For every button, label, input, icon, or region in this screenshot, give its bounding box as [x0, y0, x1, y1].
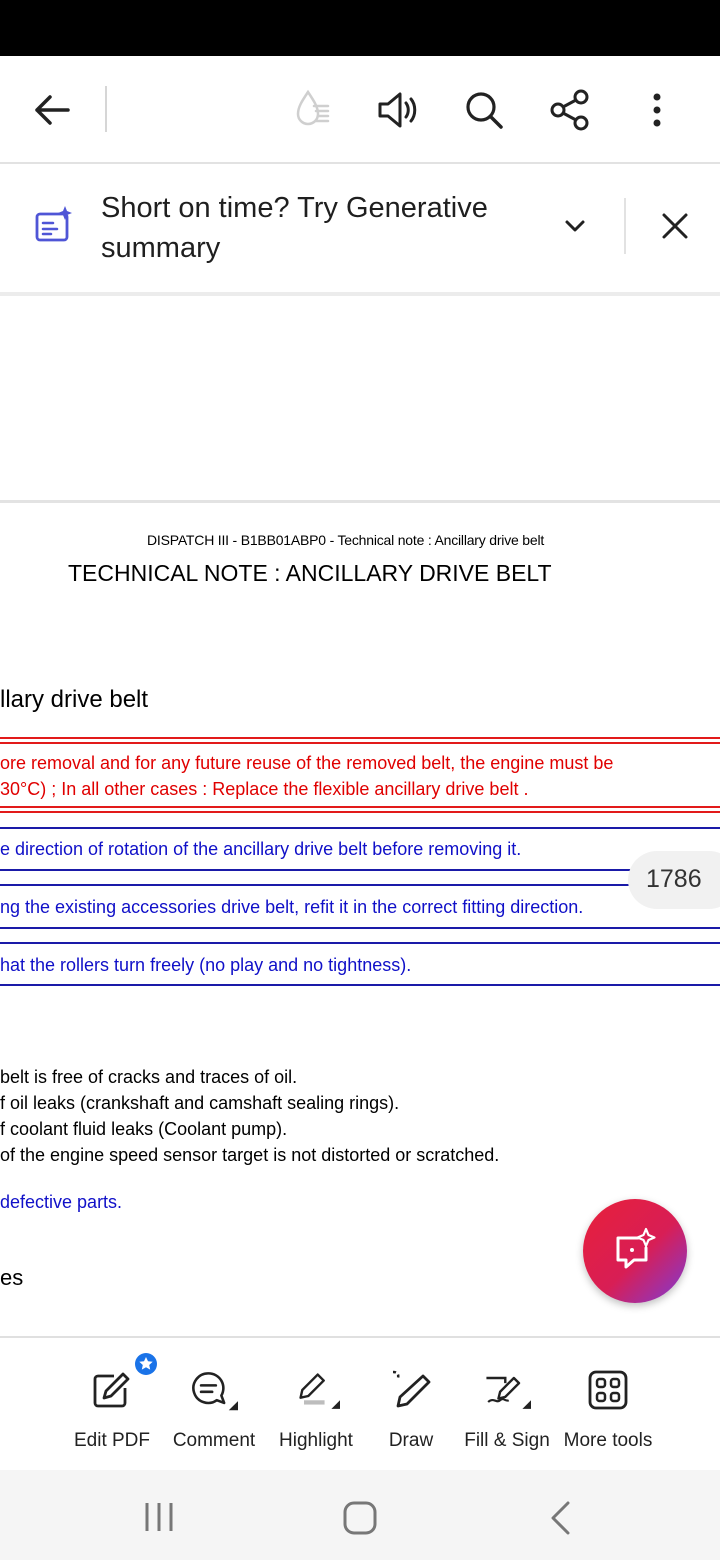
tool-label: More tools: [563, 1430, 653, 1451]
note-text-1: e direction of rotation of the ancillary drive belt before removing it.: [0, 839, 522, 859]
note-text-2: ng the existing accessories drive belt, refit it in the correct fitting direction.: [0, 897, 584, 917]
note-border: [0, 869, 720, 871]
tool-highlight[interactable]: [268, 1338, 364, 1472]
bottom-tools-bar: [0, 1336, 720, 1472]
comment-icon: [190, 1366, 238, 1414]
share-icon[interactable]: [540, 80, 600, 140]
note-border: [0, 884, 720, 886]
ai-assistant-icon: [612, 1226, 658, 1277]
ai-assistant-button[interactable]: [583, 1199, 687, 1303]
warning-box: [0, 737, 720, 813]
fill-sign-icon: [483, 1366, 531, 1414]
chevron-down-icon[interactable]: [560, 214, 590, 243]
toolbar-divider: [105, 86, 107, 132]
check-item-3: f coolant fluid leaks (Coolant pump).: [0, 1119, 288, 1139]
generative-summary-banner[interactable]: [0, 164, 720, 296]
section-heading: llary drive belt: [0, 686, 149, 713]
more-vert-icon[interactable]: [627, 80, 687, 140]
note-text-3: hat the rollers turn freely (no play and no tightness).: [0, 955, 412, 975]
tool-edit-pdf[interactable]: [66, 1338, 158, 1472]
check-item-4: of the engine speed sensor target is not distorted or scratched.: [0, 1145, 500, 1165]
draw-icon: [387, 1366, 435, 1414]
more-tools-icon: [584, 1366, 632, 1414]
new-badge-icon: [134, 1352, 158, 1381]
warning-text-line2: 30°C) ; In all other cases : Replace the flexible ancillary drive belt .: [0, 779, 529, 799]
edit-pdf-icon: [88, 1366, 136, 1414]
note-text-4: defective parts.: [0, 1192, 123, 1212]
document-title: TECHNICAL NOTE : ANCILLARY DRIVE BELT: [68, 560, 552, 586]
status-bar: [0, 0, 720, 56]
top-toolbar: [0, 56, 720, 164]
note-border: [0, 942, 720, 944]
page-number: 1786: [646, 865, 702, 893]
generative-summary-icon: [34, 204, 74, 249]
page-separator: [0, 500, 720, 503]
recent-apps-icon[interactable]: [142, 1500, 176, 1539]
tool-draw[interactable]: [372, 1338, 450, 1472]
document-header: DISPATCH III - B1BB01ABP0 - Technical note : Ancillary drive belt: [147, 532, 545, 548]
tool-more-tools[interactable]: [558, 1338, 658, 1472]
section-heading-2: es: [0, 1265, 24, 1290]
back-arrow-icon[interactable]: [22, 80, 82, 140]
read-aloud-icon[interactable]: [368, 80, 428, 140]
note-border: [0, 827, 720, 829]
generative-summary-text[interactable]: Short on time? Try Generative summary: [101, 192, 488, 264]
check-item-2: f oil leaks (crankshaft and camshaft sealing rings).: [0, 1093, 400, 1113]
close-icon[interactable]: [658, 209, 692, 248]
note-border: [0, 927, 720, 929]
tool-label: Edit PDF: [73, 1430, 151, 1451]
tool-label: Draw: [388, 1430, 434, 1451]
note-border: [0, 984, 720, 986]
system-nav-bar: [0, 1470, 720, 1560]
page-indicator[interactable]: [628, 851, 720, 909]
home-icon[interactable]: [342, 1500, 378, 1541]
highlight-icon: [292, 1366, 340, 1414]
tool-fill-sign[interactable]: [458, 1338, 556, 1472]
back-icon[interactable]: [548, 1500, 574, 1541]
tool-label: Fill & Sign: [464, 1430, 550, 1451]
warning-text-line1: ore removal and for any future reuse of the removed belt, the engine must be: [0, 753, 614, 773]
tool-label: Comment: [172, 1430, 256, 1451]
liquid-mode-icon[interactable]: [282, 80, 342, 140]
banner-divider: [624, 198, 626, 254]
tool-comment[interactable]: [166, 1338, 262, 1472]
search-icon[interactable]: [454, 80, 514, 140]
tool-label: Highlight: [279, 1430, 353, 1451]
check-item-1: belt is free of cracks and traces of oil.: [0, 1067, 298, 1087]
